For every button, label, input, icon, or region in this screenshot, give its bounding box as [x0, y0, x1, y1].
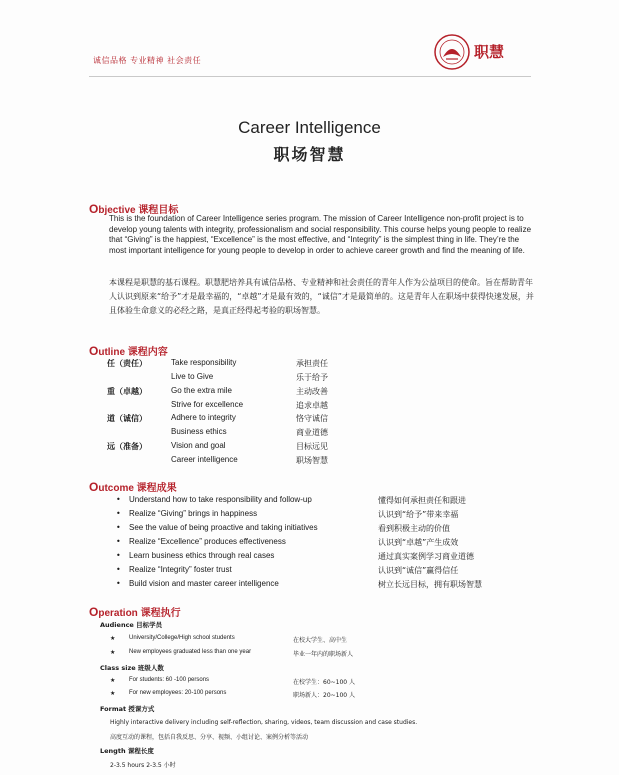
- heading-initial: O: [89, 202, 99, 216]
- bullet-icon: •: [116, 523, 121, 532]
- outline-row: [107, 358, 487, 372]
- heading-rest: bjective 课程目标: [98, 205, 179, 216]
- outline-en: Business ethics: [171, 427, 227, 436]
- list-item: [110, 649, 510, 659]
- list-item: [116, 579, 516, 593]
- section-heading-outcome: [89, 479, 177, 494]
- outline-row: [107, 386, 487, 400]
- bullet-icon: •: [116, 579, 121, 588]
- outcome-en: Learn business ethics through real cases: [129, 551, 275, 560]
- outline-row: [107, 441, 487, 455]
- logo-wordmark: 职慧: [474, 43, 505, 61]
- outline-zh: 承担责任: [296, 359, 328, 368]
- list-item: [116, 495, 516, 509]
- outline-row: [107, 372, 487, 386]
- outline-key: 远（准备）: [107, 442, 147, 451]
- outline-en: Take responsibility: [171, 358, 237, 367]
- outcome-zh: 看到积极主动的价值: [378, 524, 450, 533]
- header-divider: [89, 76, 531, 77]
- outline-zh: 乐于给予: [296, 373, 328, 382]
- outline-zh: 追求卓越: [296, 401, 328, 410]
- outline-zh: 目标远见: [296, 442, 328, 451]
- outline-en: Vision and goal: [171, 441, 226, 450]
- outline-zh: 主动改善: [296, 387, 328, 396]
- outline-row: [107, 400, 487, 414]
- page-title-chinese: 职场智慧: [273, 145, 346, 164]
- outline-en: Strive for excellence: [171, 400, 244, 409]
- star-icon: ★: [110, 635, 116, 642]
- length-label: Length 课程长度: [100, 747, 154, 755]
- list-item: [110, 635, 510, 645]
- length-value: 2-3.5 hours 2-3.5 小时: [110, 762, 176, 769]
- outline-key: 重（卓越）: [107, 387, 147, 396]
- list-item: [116, 565, 516, 579]
- list-item: [116, 537, 516, 551]
- page-header: [0, 0, 619, 78]
- list-item: [110, 690, 510, 700]
- objective-text-zh: 本课程是职慧的基石课程。职慧肥培养具有诚信品格、专业精神和社会责任的青年人作为公益项目的使命。旨在帮助青年人认识到原来“给予”才是最幸福的，“卓越”才是最有效的，“诚信”才是最简单的。这是青年人在职场中获得快速发展，并且体验生命意义的必经之路，是真正经得起考验的职场智慧。: [109, 278, 534, 315]
- outcome-en: See the value of being proactive and taking initiatives: [129, 523, 318, 532]
- heading-initial: O: [89, 605, 99, 619]
- list-item: [110, 677, 510, 687]
- bullet-icon: •: [116, 509, 121, 518]
- outline-en: Go the extra mile: [171, 386, 232, 395]
- outcome-en: Understand how to take responsibility and follow-up: [129, 495, 312, 504]
- star-icon: ★: [110, 677, 116, 684]
- list-item: [116, 523, 516, 537]
- star-icon: ★: [110, 690, 116, 697]
- class-size-en: For new employees: 20-100 persons: [129, 690, 227, 696]
- outcome-en: Build vision and master career intelligence: [129, 579, 279, 588]
- outline-row: [107, 455, 487, 469]
- outline-zh: 职场智慧: [296, 456, 328, 465]
- header-slogan: 诚信品格 专业精神 社会责任: [93, 56, 202, 65]
- outline-en: Adhere to integrity: [171, 413, 236, 422]
- outline-key: 道（诚信）: [107, 414, 147, 423]
- format-text-en: Highly interactive delivery including self-reflection, sharing, videos, team discussion and case studies.: [110, 719, 418, 726]
- outcome-zh: 认识到“诚信”赢得信任: [378, 566, 459, 575]
- list-item: [116, 551, 516, 565]
- bullet-icon: •: [116, 565, 121, 574]
- outline-row: [107, 413, 487, 427]
- class-size-zh: 职场新人：20~100 人: [293, 692, 356, 699]
- outcome-zh: 懂得如何承担责任和跟进: [378, 496, 466, 505]
- outcome-zh: 认识到“给予”带来幸福: [378, 510, 459, 519]
- company-logo: [432, 33, 520, 71]
- outcome-zh: 认识到“卓越”产生成效: [378, 538, 459, 547]
- format-text-zh: 高度互动的课程，包括自我反思、分享、视频、小组讨论、案例分析等活动: [110, 734, 309, 741]
- bullet-icon: •: [116, 551, 121, 560]
- outcome-en: Realize “Excellence” produces effectiveness: [129, 537, 286, 546]
- heading-rest: peration 课程执行: [98, 608, 181, 619]
- class-size-en: For students: 60 -100 persons: [129, 677, 210, 683]
- heading-rest: utline 课程内容: [98, 347, 168, 358]
- list-item: [116, 509, 516, 523]
- outline-row: [107, 427, 487, 441]
- star-icon: ★: [110, 649, 116, 656]
- outline-zh: 商业道德: [296, 428, 328, 437]
- format-label: Format 授课方式: [100, 705, 155, 713]
- objective-text-en: This is the foundation of Career Intelligence series program. The mission of Career Intelligence non-profit project is to develop young talents with integrity, professionalism and social responsibility. This course helps young people to realize that “Giving” is the happiest, “Excellence” is the most effective, and “Integrity” is the simplest thing in life. They’re the most important intelligence for young people to develop in order to achieve career growth and find the meaning of life.: [109, 214, 532, 255]
- outline-en: Live to Give: [171, 372, 214, 381]
- outcome-zh: 树立长远目标，拥有职场智慧: [378, 580, 482, 589]
- audience-label: Audience 目标学员: [100, 621, 163, 629]
- page-title: Career Intelligence: [238, 118, 381, 137]
- audience-en: University/College/High school students: [129, 635, 235, 641]
- section-heading-operation: [89, 604, 181, 619]
- audience-en: New employees graduated less than one year: [129, 649, 252, 655]
- section-heading-outline: [89, 343, 168, 358]
- class-size-label: Class size 班级人数: [100, 664, 164, 672]
- bullet-icon: •: [116, 495, 121, 504]
- audience-zh: 在校大学生、高中生: [293, 637, 348, 644]
- outcome-en: Realize “Giving” brings in happiness: [129, 509, 258, 518]
- bullet-icon: •: [116, 537, 121, 546]
- heading-initial: O: [89, 480, 99, 494]
- outline-en: Career intelligence: [171, 455, 238, 464]
- heading-rest: utcome 课程成果: [98, 483, 177, 494]
- audience-zh: 毕业一年内的职场新人: [293, 651, 354, 658]
- outcome-zh: 通过真实案例学习商业道德: [378, 552, 474, 561]
- outcome-en: Realize “Integrity” foster trust: [129, 565, 232, 574]
- class-size-zh: 在校学生：60~100 人: [293, 679, 356, 686]
- heading-initial: O: [89, 344, 99, 358]
- outline-zh: 恪守诚信: [296, 414, 328, 423]
- outline-key: 任（责任）: [107, 359, 147, 368]
